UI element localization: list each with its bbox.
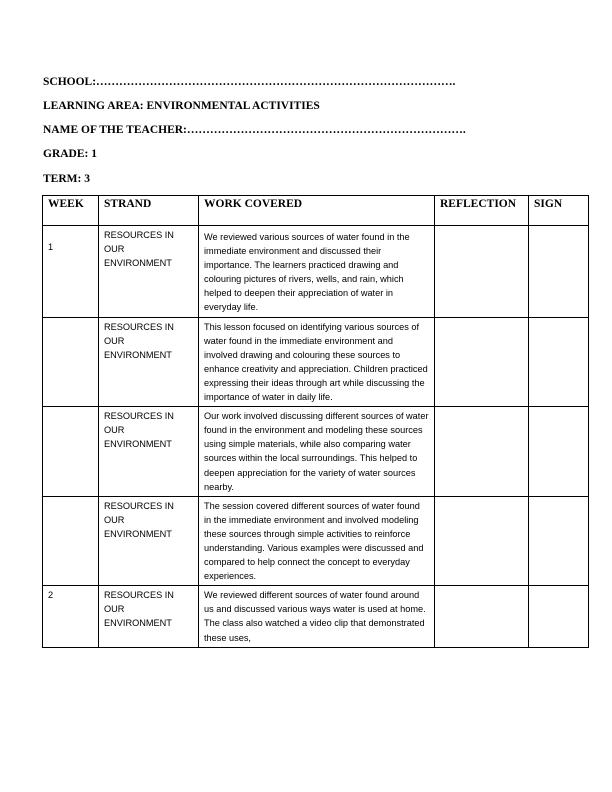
school-line: SCHOOL:…………………………………………………………………………………. <box>43 76 456 88</box>
work-covered-cell: The session covered different sources of water found in the immediate environment and involved modeling these sources through simple activities to reinforce understanding. Various examples were discussed and compared to help connect the concept to everyday experiences. <box>199 496 435 586</box>
sign-cell[interactable] <box>529 496 589 586</box>
sign-cell[interactable] <box>529 586 589 647</box>
work-covered-cell: We reviewed various sources of water found in the immediate environment and discussed their importance. The learners practiced drawing and colouring pictures of rivers, wells, and rain, which helped to deepen their appreciation of water in everyday life. <box>199 226 435 318</box>
sign-cell[interactable] <box>529 226 589 318</box>
sign-cell[interactable] <box>529 317 589 407</box>
reflection-cell[interactable] <box>435 586 529 647</box>
reflection-cell[interactable] <box>435 317 529 407</box>
sign-cell[interactable] <box>529 407 589 497</box>
table-row <box>43 496 589 586</box>
week-cell: 2 <box>43 586 99 647</box>
table-header-row <box>43 196 589 226</box>
work-covered-cell: We reviewed different sources of water found around us and discussed various ways water is used at home. The class also watched a video clip that demonstrated these uses, <box>199 586 435 647</box>
table-row <box>43 226 589 318</box>
column-header-reflection: REFLECTION <box>435 196 529 226</box>
teacher-name-line: NAME OF THE TEACHER:………………………………………………………………. <box>43 124 466 136</box>
table-row <box>43 317 589 407</box>
work-covered-cell: Our work involved discussing different sources of water found in the environment and modeling these sources using simple materials, while also comparing water sources within the local surroundings. This helped to deepen appreciation for the variety of water sources nearby. <box>199 407 435 497</box>
reflection-cell[interactable] <box>435 407 529 497</box>
column-header-strand: STRAND <box>99 196 199 226</box>
table-row <box>43 586 589 647</box>
learning-area-line: LEARNING AREA: ENVIRONMENTAL ACTIVITIES <box>43 100 320 112</box>
week-cell <box>43 407 99 497</box>
term-line: TERM: 3 <box>43 173 90 185</box>
week-cell: 1 <box>43 226 99 318</box>
grade-line: GRADE: 1 <box>43 148 97 160</box>
work-covered-cell: This lesson focused on identifying various sources of water found in the immediate environment and involved drawing and colouring these sources to enhance creativity and appreciation. Children practiced expressing their ideas through art while discussing the importance of water in daily life. <box>199 317 435 407</box>
strand-cell: RESOURCES IN OUR ENVIRONMENT <box>99 317 199 407</box>
strand-cell: RESOURCES IN OUR ENVIRONMENT <box>99 226 199 318</box>
week-cell <box>43 496 99 586</box>
reflection-cell[interactable] <box>435 226 529 318</box>
week-cell <box>43 317 99 407</box>
strand-cell: RESOURCES IN OUR ENVIRONMENT <box>99 586 199 647</box>
record-of-work-table <box>42 195 589 648</box>
strand-cell: RESOURCES IN OUR ENVIRONMENT <box>99 407 199 497</box>
column-header-work-covered: WORK COVERED <box>199 196 435 226</box>
column-header-week: WEEK <box>43 196 99 226</box>
table-row <box>43 407 589 497</box>
reflection-cell[interactable] <box>435 496 529 586</box>
column-header-sign: SIGN <box>529 196 589 226</box>
strand-cell: RESOURCES IN OUR ENVIRONMENT <box>99 496 199 586</box>
